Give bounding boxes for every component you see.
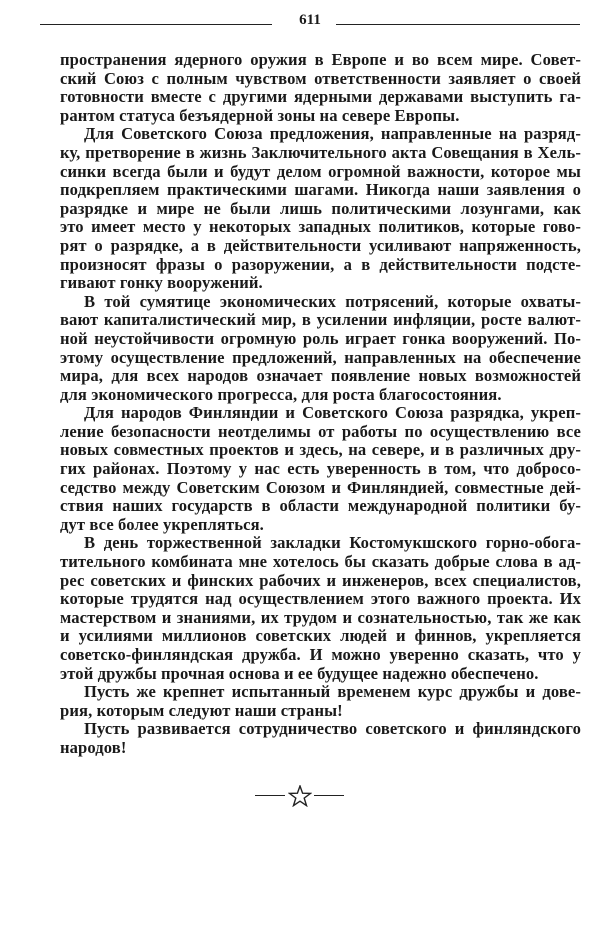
text-line: ский Союз с полным чувством ответственности заявляет о своей [60,68,581,88]
text-line: вают капиталистический мир, в усилении инфляции, росте валют- [60,310,581,330]
text-line: гих районах. Поэтому у нас есть уверенность в том, что добросо- [60,459,581,479]
paragraph [60,534,581,683]
text-line: Для Советского Союза предложения, направленные на разряд- [84,124,581,144]
page-number: 611 [299,12,321,28]
header-rule-right [336,24,580,25]
text-line: В день торжественной закладки Костомукшского горно-обога- [84,533,581,553]
text-line: подкрепляем практическими шагами. Никогда наши заявления о [60,180,581,200]
ornament-rule-right [314,795,344,796]
text-line: советско-финляндская дружба. И можно уверенно сказать, что у [60,645,581,664]
section-end-ornament [250,786,350,806]
text-line: этой дружбы прочная основа и ее будущее надежно обеспечено. [60,663,539,683]
star-icon [288,785,312,807]
paragraph [60,51,581,125]
text-line: седство между Советским Союзом и Финляндией, совместные дей- [60,477,581,497]
page-header [40,12,580,32]
text-line: рантом статуса безъядерной зоны на севере Европы. [60,105,460,125]
text-line: этому осуществление предложений, направленных на обеспечение [60,347,581,367]
paragraph [60,720,581,757]
text-line: тительного комбината мне хотелось бы сказать добрые слова в ад- [60,552,581,572]
text-line: рят о разрядке, а в действительности усиливают напряженность, [60,235,581,255]
paragraph [60,125,581,292]
text-line: синки всегда были и будут делом огромной важности, которое мы [60,161,581,181]
text-line: гивают гонку вооружений. [60,273,263,293]
text-line: произносят фразы о разоружении, а в действительности подсте- [60,254,581,274]
text-line: ление безопасности неотделимы от работы по осуществлению все [60,421,581,441]
page-body-text [60,51,581,758]
text-line: для экономического прогресса, для роста благосостояния. [60,384,502,404]
paragraph [60,293,581,405]
text-line: Для народов Финляндии и Советского Союза разрядка, укреп- [84,403,581,423]
text-line: разрядке и мире не были лишь политическими лозунгами, как [60,198,581,218]
text-line: это имеет место у некоторых западных политиков, которые гово- [60,217,581,237]
text-line: ку, претворение в жизнь Заключительного акта Совещания в Хель- [60,142,581,162]
paragraph [60,404,581,534]
text-line: дут все более укрепляться. [60,514,264,534]
text-line: народов! [60,737,127,757]
ornament-rule-left [255,795,285,796]
text-line: рия, которым следуют наши страны! [60,700,343,720]
text-line: Пусть развивается сотрудничество советского и финляндского [84,719,581,739]
text-line: Пусть же крепнет испытанный временем курс дружбы и дове- [84,682,581,702]
text-line: мастерством и знаниями, их трудом и сознательностью, так же как [60,607,581,627]
text-line: готовности вместе с другими ядерными державами выступить га- [60,87,581,107]
header-rule-left [40,24,272,25]
text-line: пространения ядерного оружия в Европе и во всем мире. Совет- [60,50,581,69]
text-line: В той сумятице экономических потрясений, которые охваты- [84,291,581,311]
text-line: ной неустойчивости огромную роль играет гонка вооружений. По- [60,328,581,348]
text-line: мира, для всех народов означает появление новых возможностей [60,366,581,386]
paragraph [60,683,581,720]
text-line: и усилиями миллионов советских людей и финнов, укрепляется [60,626,581,646]
text-line: которые трудятся над осуществлением этого важного проекта. Их [60,589,581,609]
text-line: новых совместных проектов и здесь, на севере, и в различных дру- [60,440,581,460]
text-line: рес советских и финских рабочих и инженеров, всех специалистов, [60,570,581,590]
text-line: ствия наших государств в области международной политики бу- [60,496,581,516]
